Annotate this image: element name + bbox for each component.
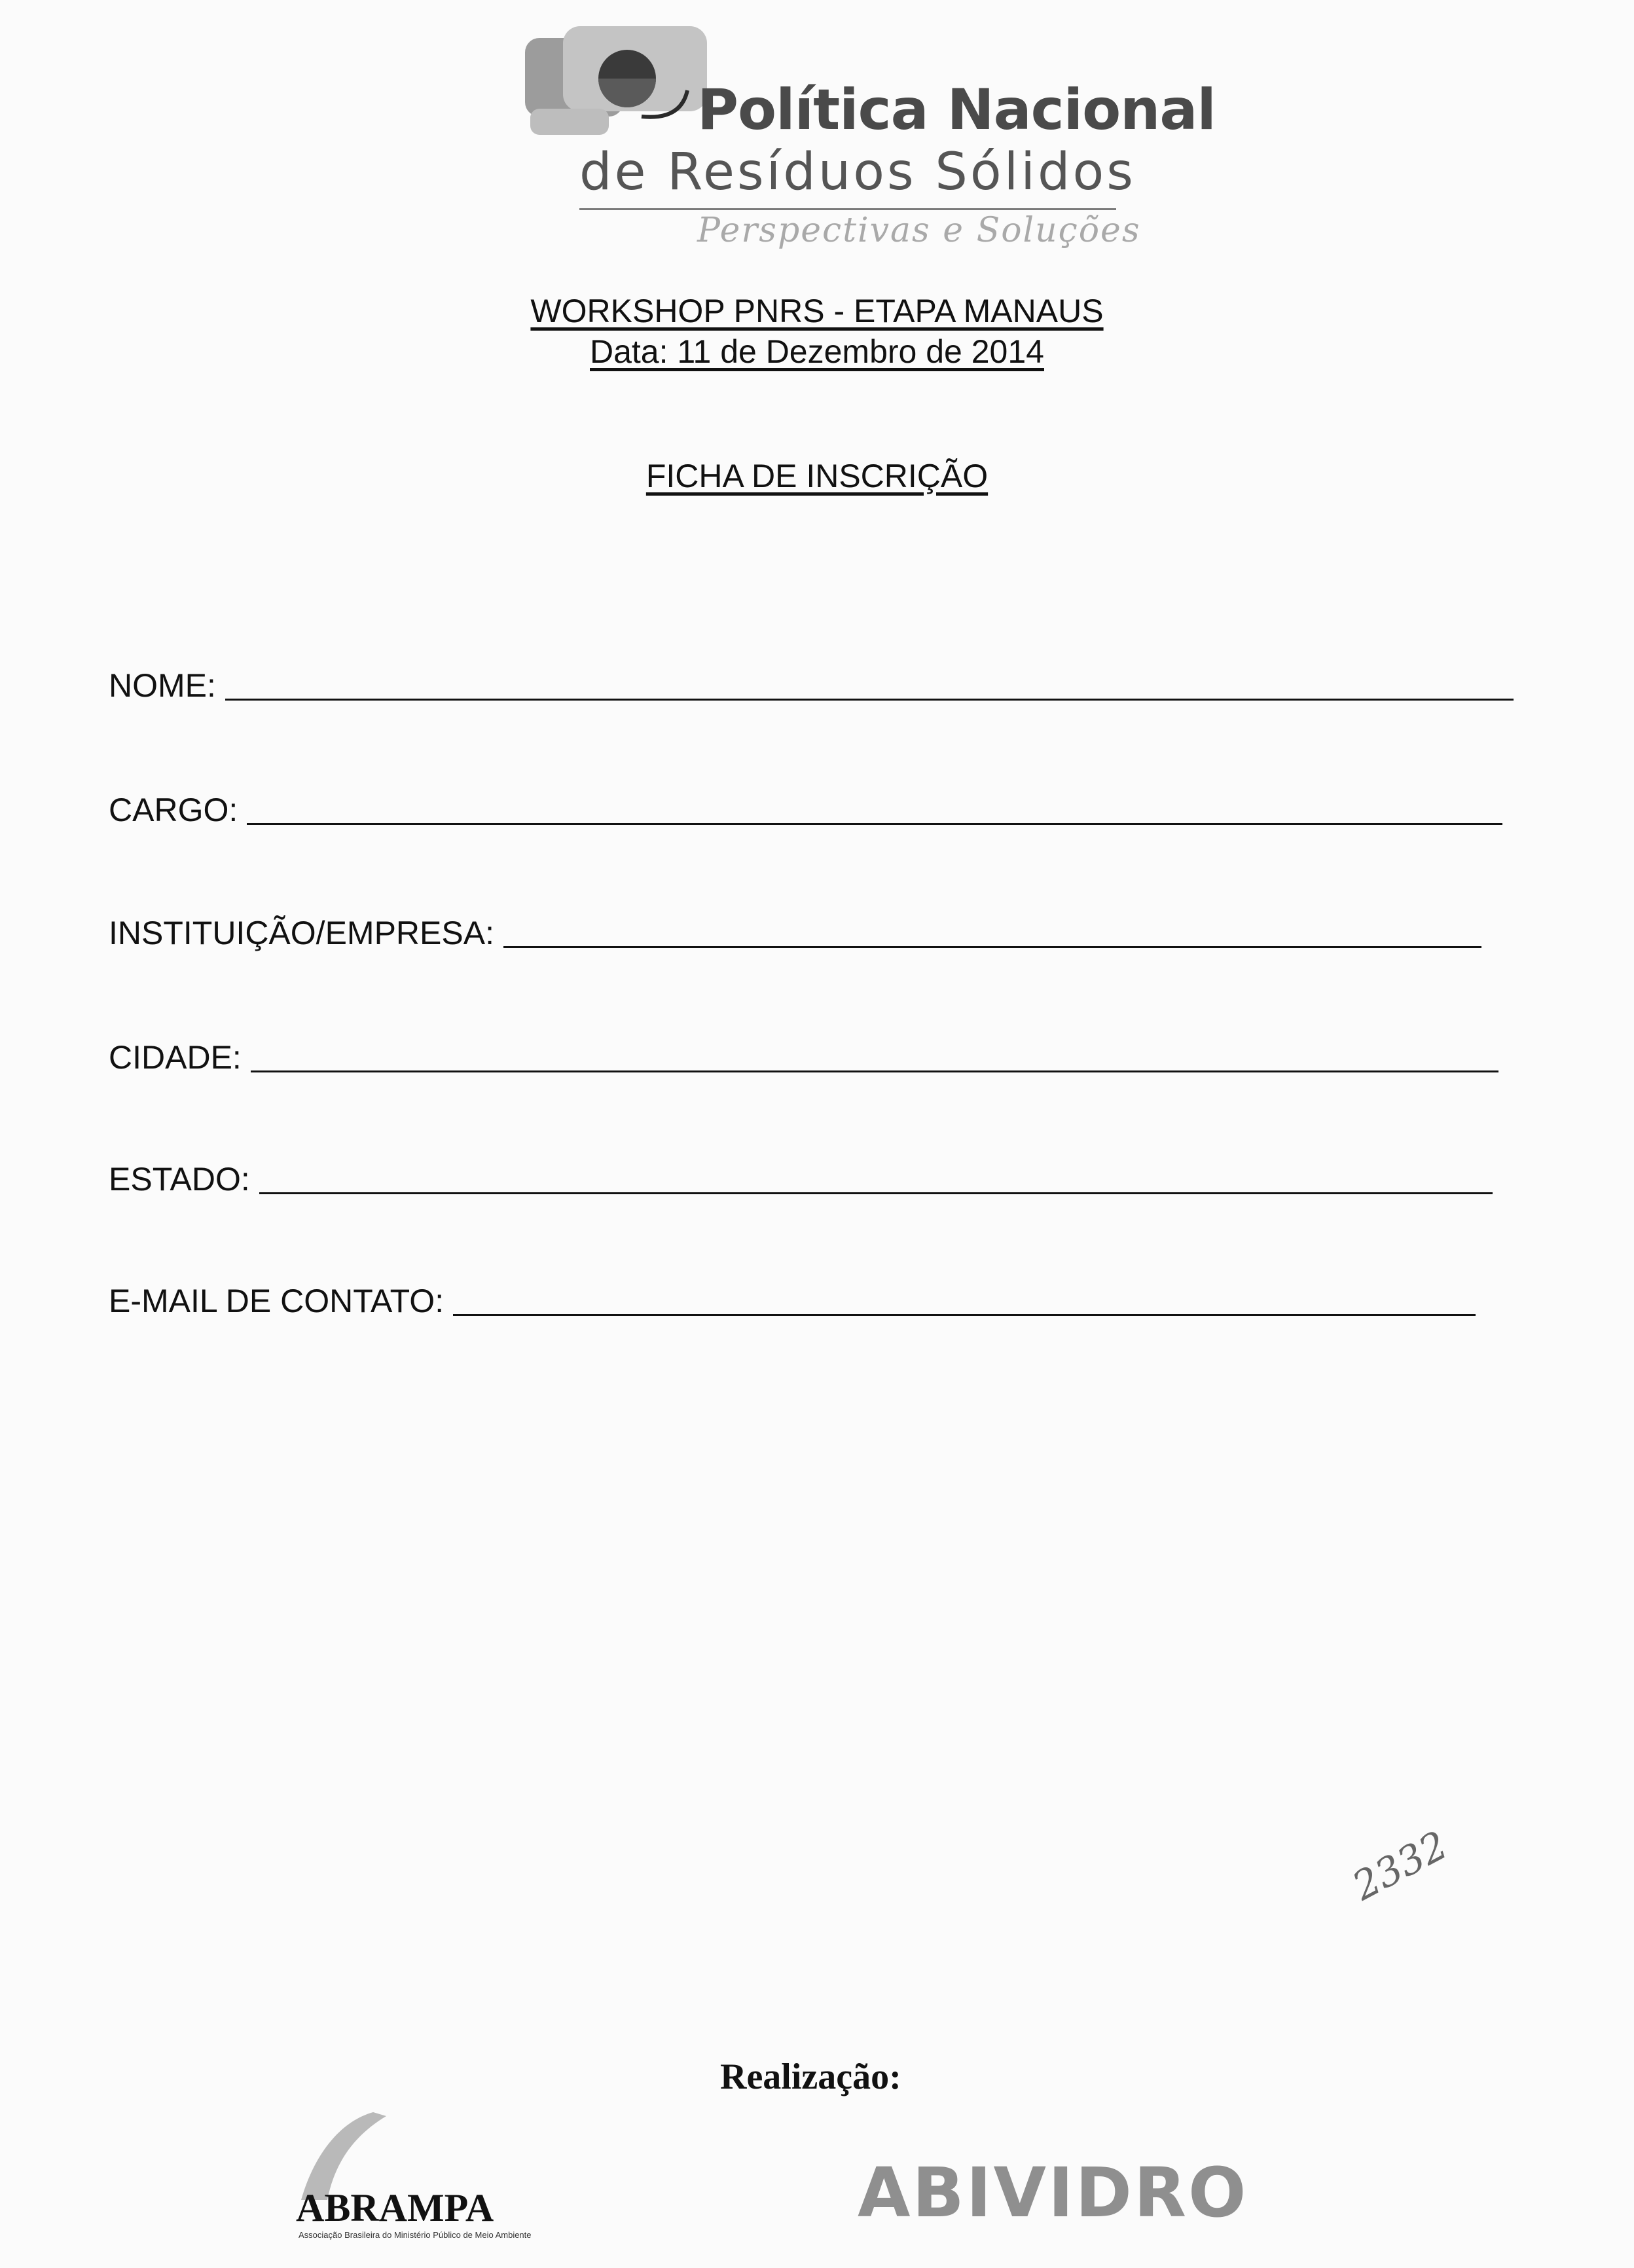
field-label-instituicao: INSTITUIÇÃO/EMPRESA: <box>109 915 494 951</box>
abrampa-description: Associação Brasileira do Ministério Público de Meio Ambiente <box>299 2230 532 2240</box>
field-label-email: E-MAIL DE CONTATO: <box>109 1283 445 1319</box>
field-line-email[interactable] <box>453 1314 1476 1316</box>
event-title: WORKSHOP PNRS - ETAPA MANAUS <box>530 293 1104 329</box>
handwritten-number: 2332 <box>1345 1822 1455 1910</box>
field-line-estado[interactable] <box>259 1192 1493 1194</box>
field-label-nome: NOME: <box>109 667 216 704</box>
field-line-instituicao[interactable] <box>503 946 1481 948</box>
event-date: Data: 11 de Dezembro de 2014 <box>590 333 1044 370</box>
field-estado <box>109 1163 1493 1196</box>
footer-label: Realização: <box>720 2057 901 2097</box>
field-label-cargo: CARGO: <box>109 792 238 828</box>
field-instituicao <box>109 917 1481 949</box>
form-title: FICHA DE INSCRIÇÃO <box>645 458 989 494</box>
field-label-cidade: CIDADE: <box>109 1039 242 1076</box>
logo-title: Política Nacional <box>697 77 1216 143</box>
field-cargo <box>109 794 1502 826</box>
logo-divider <box>579 208 1116 210</box>
field-nome <box>109 669 1514 702</box>
field-line-nome[interactable] <box>225 699 1514 701</box>
abividro-logo: ABIVIDRO <box>858 2153 1248 2233</box>
field-line-cargo[interactable] <box>247 823 1502 825</box>
logo-subtitle: de Resíduos Sólidos <box>579 143 1136 202</box>
pnrs-logo-icon <box>517 18 720 149</box>
field-line-cidade[interactable] <box>251 1070 1498 1072</box>
field-email <box>109 1285 1476 1317</box>
field-cidade <box>109 1041 1498 1074</box>
abrampa-name: ABRAMPA <box>296 2186 494 2229</box>
logo-tagline: Perspectivas e Soluções <box>697 211 1141 250</box>
field-label-estado: ESTADO: <box>109 1161 250 1198</box>
